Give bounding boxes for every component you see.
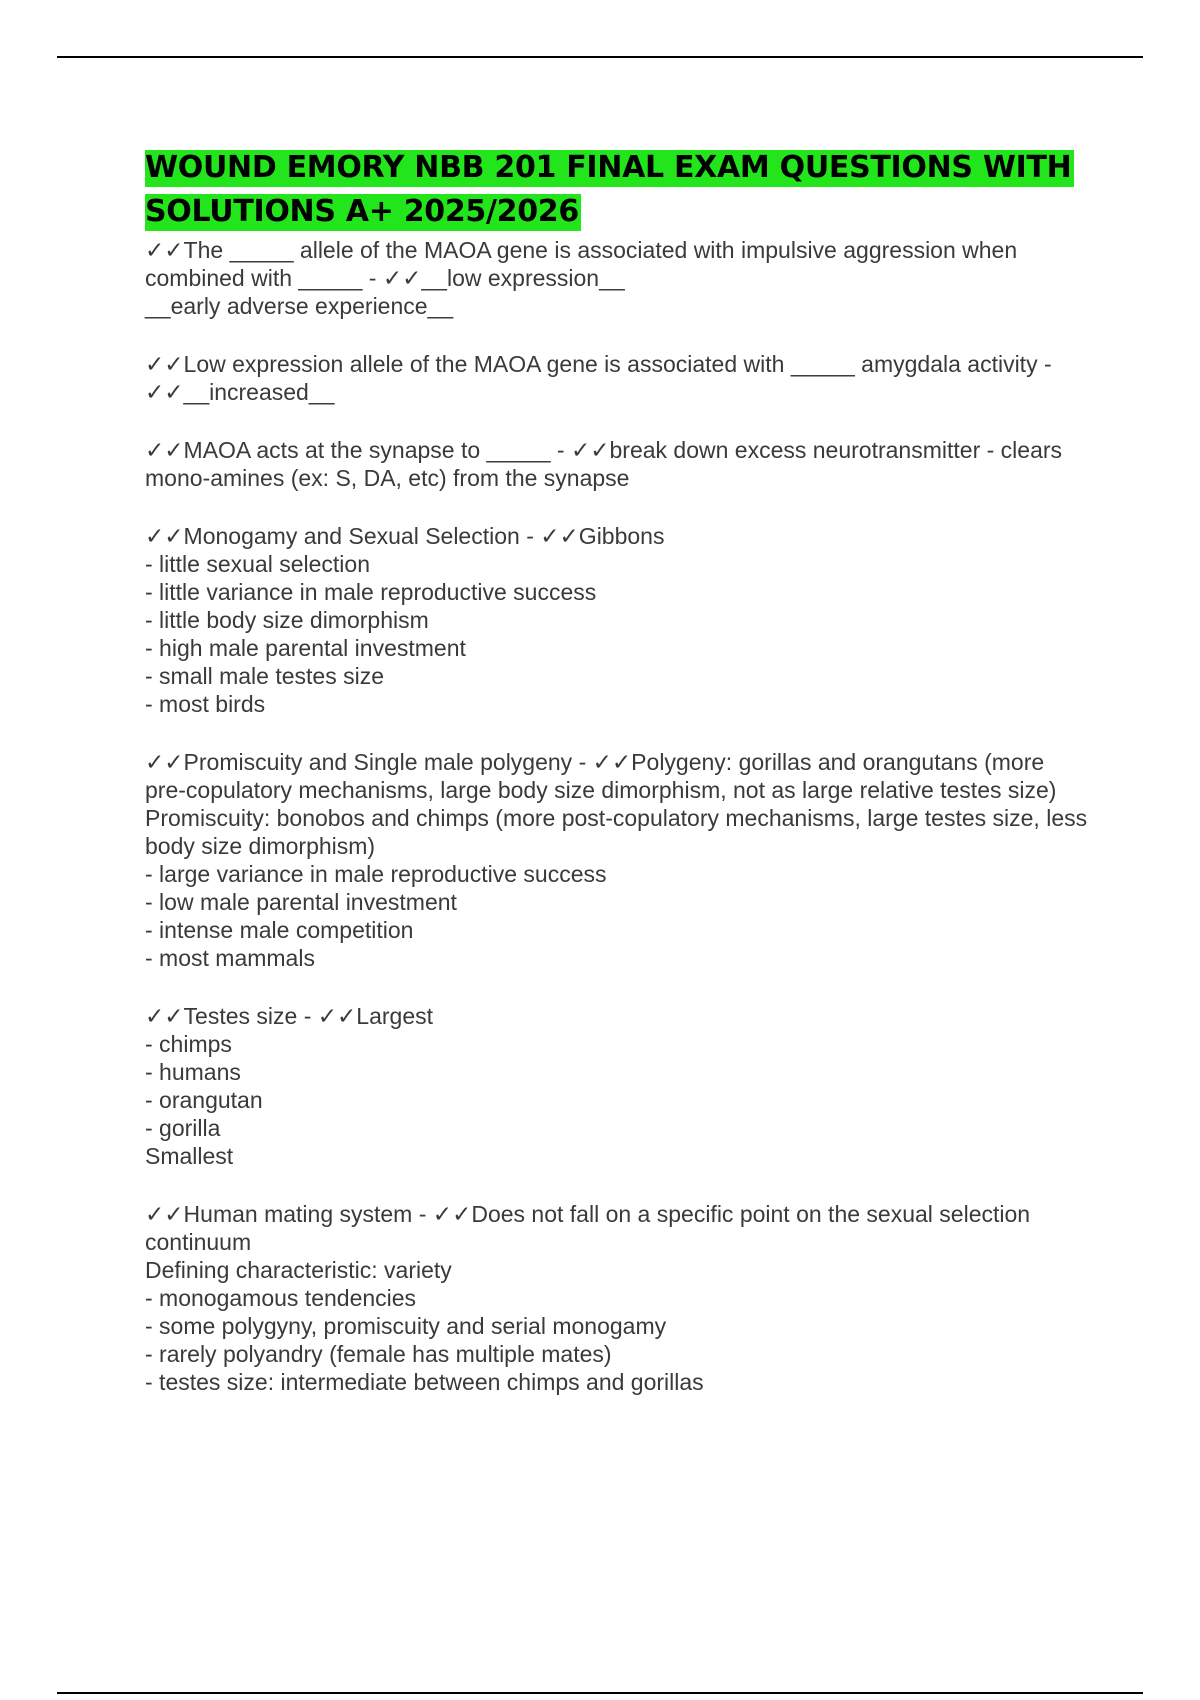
answer-line: - most birds	[145, 691, 266, 717]
answer-line: - little variance in male reproductive success	[145, 579, 597, 605]
qa-entry-1: ✓✓The _____ allele of the MAOA gene is associated with impulsive aggression when combined with _____ - ✓✓__low expression__ __early adverse experience__	[145, 236, 1090, 320]
question-text: ✓✓Human mating system	[145, 1201, 413, 1227]
question-text: ✓✓Promiscuity and Single male polygeny	[145, 749, 573, 775]
answer-line: - rarely polyandry (female has multiple mates)	[145, 1341, 612, 1367]
qa-entry-3: ✓✓MAOA acts at the synapse to _____ - ✓✓break down excess neurotransmitter - clears mono-amines (ex: S, DA, etc) from the synapse	[145, 437, 1063, 491]
answer-line: - testes size: intermediate between chimps and gorillas	[145, 1369, 704, 1395]
answer-line: - some polygyny, promiscuity and serial monogamy	[145, 1313, 667, 1339]
answer-line: - monogamous tendencies	[145, 1285, 417, 1311]
question-text: ✓✓Low expression allele of the MAOA gene is associated with _____ amygdala activity	[145, 351, 1038, 377]
answer-text: ✓✓Polygeny: gorillas and orangutans (more pre-copulatory mechanisms, large body size dimorphism, not as large relative testes size)	[145, 749, 1057, 803]
answer-line: - little sexual selection	[145, 551, 370, 577]
answer-text: ✓✓Does not fall on a specific point on the sexual selection continuum	[145, 1201, 1031, 1255]
answer-line: - gorilla	[145, 1115, 221, 1141]
answer-line: - intense male competition	[145, 917, 414, 943]
question-text: ✓✓Testes size	[145, 1003, 298, 1029]
question-text: ✓✓Monogamy and Sexual Selection	[145, 523, 520, 549]
document-title	[145, 146, 1090, 234]
answer-line: - little body size dimorphism	[145, 607, 429, 633]
answer-text: ✓✓Largest	[317, 1003, 434, 1029]
answer-line: Smallest	[145, 1143, 234, 1169]
answer-line: - large variance in male reproductive success	[145, 861, 607, 887]
qa-entry-6: ✓✓Testes size - ✓✓Largest - chimps - humans - orangutan - gorilla Smallest	[145, 1002, 1090, 1170]
answer-line: Defining characteristic: variety	[145, 1257, 452, 1283]
question-text: ✓✓The _____ allele of the MAOA gene is associated with impulsive aggression when combined with _____	[145, 237, 1018, 291]
answer-line: - small male testes size	[145, 663, 385, 689]
answer-text: ✓✓__increased__	[145, 379, 335, 405]
qa-entry-4: ✓✓Monogamy and Sexual Selection - ✓✓Gibbons - little sexual selection - little variance in male reproductive success - little body size dimorphism - high male parental investment - small male testes size - most birds	[145, 522, 1090, 718]
qa-entry-2: ✓✓Low expression allele of the MAOA gene is associated with _____ amygdala activity - ✓✓__increased__	[145, 351, 1052, 405]
answer-line: - chimps	[145, 1031, 232, 1057]
answer-line: - humans	[145, 1059, 241, 1085]
answer-line: __early adverse experience__	[145, 293, 454, 319]
answer-text: ✓✓break down excess neurotransmitter - clears mono-amines (ex: S, DA, etc) from the synapse	[145, 437, 1063, 491]
top-rule	[57, 56, 1143, 58]
answer-text: ✓✓Gibbons	[540, 523, 665, 549]
document-body	[145, 146, 1090, 1426]
qa-entry-7: ✓✓Human mating system - ✓✓Does not fall on a specific point on the sexual selection continuum Defining characteristic: variety - monogamous tendencies - some polygyny, promiscuity and serial monogamy - rarely polyandry (female has multiple mates) - testes size: intermediate between chimps and gorillas	[145, 1200, 1090, 1396]
answer-line: - low male parental investment	[145, 889, 457, 915]
answer-line: - high male parental investment	[145, 635, 466, 661]
bottom-rule	[57, 1692, 1143, 1694]
answer-line: - most mammals	[145, 945, 315, 971]
title-line-1: WOUND EMORY NBB 201 FINAL EXAM QUESTIONS WITH	[145, 150, 1072, 185]
qa-entry-5: ✓✓Promiscuity and Single male polygeny - ✓✓Polygeny: gorillas and orangutans (more pre-copulatory mechanisms, large body size dimorphism, not as large relative testes size) Promiscuity: bonobos and chimps (more post-copulatory mechanisms, large testes size, less body size dimorphism) - large variance in male reproductive success - low male parental investment - intense male competition - most mammals	[145, 748, 1090, 972]
answer-line: Promiscuity: bonobos and chimps (more post-copulatory mechanisms, large testes size, less body size dimorphism)	[145, 805, 1088, 859]
answer-line: - orangutan	[145, 1087, 263, 1113]
answer-text: ✓✓__low expression__	[382, 265, 625, 291]
question-text: ✓✓MAOA acts at the synapse to _____	[145, 437, 551, 463]
title-line-2: SOLUTIONS A+ 2025/2026	[145, 194, 579, 229]
